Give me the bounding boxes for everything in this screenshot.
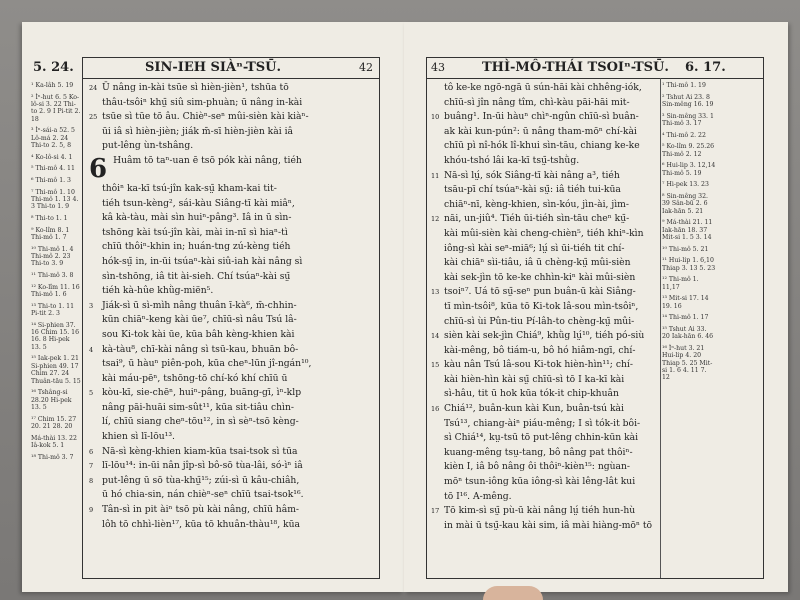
cross-reference-entry: ⁸ Thi-to 1. 1 [31, 215, 68, 222]
line-text: kūn chiāⁿ-keng kài ūe⁷, chīū-sì nâu Tsú lâ- [102, 314, 297, 326]
line-text: Nā-sì kèng-khien kiam-kūa tsai-tsok sì tūa [102, 445, 298, 457]
text-line [431, 256, 657, 271]
text-line [431, 212, 657, 227]
line-text: nâng pāi-huāi sim-sût¹¹, kūa sit-tiâu chìn- [102, 401, 294, 413]
text-line [89, 211, 375, 226]
text-line [89, 386, 375, 401]
verse-number: 8 [89, 476, 94, 485]
line-text: chīū-sì ùi Pûn-tiu Pí-lâh-to chèng-kṳ̄ mûi- [444, 315, 635, 327]
verse-number: 9 [89, 506, 94, 515]
text-line [431, 169, 657, 184]
cross-reference-entry: ⁹ Má-thài 21. 11 Iak-hān 18. 37 Mit-si 1. 5 3. 14 [662, 219, 713, 241]
line-text: ak kài kun-pún²: ū nâng tham-mōⁿ chí-kài [444, 125, 637, 137]
cross-reference-entry: ¹¹ Hui-lip 1. 6,10 Thiap 3. 13 5. 23 [662, 257, 716, 272]
verse-number: 6 [89, 447, 94, 456]
cross-reference-entry: ⁸ Sin-mêng 32. 39 Sân-bū 2. 6 Iak-hān 5. 21 [662, 192, 709, 215]
text-line [89, 154, 375, 182]
line-text: ūi iâ sì hièn-jièn; jiák m̄-sī hièn-jièn kài iâ [102, 125, 293, 137]
text-line [89, 372, 375, 387]
verse-number: 5 [89, 389, 94, 398]
cross-reference-entry: ¹⁰ Thi-mô 1. 4 Thi-mô 2. 23 Thi-to 3. 9 [31, 245, 74, 268]
cross-reference-entry: ¹² Ko-lîm 11. 16 Thi-mô 1. 6 [31, 283, 80, 298]
line-text: kòu-kī, sie-chēⁿ, huiⁿ-pâng, buāng-gī, ìⁿ-klp [102, 387, 302, 399]
cross-reference-entry: ³ Ìⁿ-sái-a 52. 5 Lô-má 2. 24 Thi-to 2. 5, 8 [31, 127, 75, 150]
line-text: put-lêng ū sō tùa-khṳ̄¹⁵; zúi-sì ū kâu-chiâh, [102, 474, 300, 486]
right-running-header [427, 58, 763, 79]
text-line [431, 519, 657, 534]
text-line [431, 125, 657, 140]
cross-reference-entry: ¹⁴ Si-phien 37. 16 Chim 15. 16 16. 8 Hi-pek 13. 5 [31, 321, 80, 351]
text-line [431, 402, 657, 417]
text-line [89, 139, 375, 154]
text-line [89, 299, 375, 314]
text-line [89, 182, 375, 197]
text-line [89, 226, 375, 241]
text-line [431, 358, 657, 373]
left-page-frame [31, 57, 380, 579]
line-text: tshōng kài tsú-jîn kài, mài in-nī sì hiaⁿ-tì [102, 226, 288, 238]
line-text: mōⁿ tsun-iông kūa iông-sì kài lêng-lât kui [444, 476, 636, 488]
thumb-holding-book [483, 586, 543, 600]
line-text: sì Chiá¹⁴, kṳ-tsū tō put-lêng chhin-kūn kài [444, 432, 639, 444]
text-line [89, 357, 375, 372]
text-line [89, 270, 375, 285]
right-chapter-verse: 6. 17. [685, 60, 726, 75]
text-line [431, 198, 657, 213]
left-chapter-verse: 5. 24. [33, 60, 74, 75]
right-text-body [431, 81, 657, 533]
verse-number: 14 [431, 332, 440, 341]
text-line [431, 139, 657, 154]
text-line [431, 183, 657, 198]
text-line [431, 460, 657, 475]
left-page [22, 22, 404, 592]
text-line [89, 125, 375, 140]
cross-reference-entry: ² Ìⁿ-hut 6. 5 Ko-lô-si 3. 22 Thi-to 2. 9 I Pi-tit 2. 18 [31, 93, 81, 123]
cross-reference-entry: ⁷ Hi-pek 13. 23 [662, 181, 709, 189]
cross-reference-entry: ⁹ Ko-lîm 8. 1 Thi-mô 1. 7 [31, 226, 70, 241]
cross-reference-entry: ¹⁷ Chim 15. 27 20. 21 28. 20 [31, 415, 77, 431]
right-page-number: 43 [431, 61, 445, 74]
line-text: tsūe sì tūe tō âu. Chièⁿ-seⁿ mûi-sièn kài kiàⁿ- [102, 111, 309, 123]
line-text: Tō kim-sì sṳ̄ pù-ū kài nâng lṳ́ tiéh hun-hù [444, 505, 636, 517]
text-line [431, 446, 657, 461]
cross-reference-entry: ¹³ Mit-si 17. 14 19. 16 [662, 295, 709, 310]
line-text: tī mìn-tsôi⁸, kūa tō Ki-tok lâ-sou mìn-tsôiⁿ, [444, 300, 639, 312]
line-text: kâ kà-tàu, mài sìn huiⁿ-pâng³. Iâ in ū sìn- [102, 212, 292, 224]
line-text: chīū-sì jîn nâng tîm, chì-kàu pāi-hāi mit- [444, 96, 630, 108]
line-text: kài chiāⁿ sìi-tiâu, iâ ū chèng-kṳ̄ mûi-sièn [444, 257, 631, 269]
cross-reference-entry: ¹⁶ Ìⁿ-hut 3. 21 Hui-lip 4. 20 Thiap 5. 25 Mit-si 1. 6 4. 11 7. 12 [662, 344, 713, 382]
line-text: iông-sì kài seⁿ-miā⁶; lṳ́ sì ūi-tiéh tit chí- [444, 242, 625, 254]
right-book-title: THÌ-MÔ-THÁI TSOIⁿ-TSŪ. [482, 60, 669, 75]
line-text: in mài ū tsṳ̄-kau kài sim, iâ mài hiàng-mōⁿ tō [444, 519, 653, 531]
left-book-title: SIN-IEH SIÀⁿ-TSŪ. [145, 60, 282, 75]
cross-reference-entry: ¹¹ Thi-mô 3. 8 [31, 272, 74, 279]
verse-number: 11 [431, 171, 440, 180]
text-line [89, 430, 375, 445]
line-text: buâng¹. In-ūi hàuⁿ chìⁿ-ngûn chīū-sì buân- [444, 111, 639, 123]
verse-number: 12 [431, 215, 440, 224]
line-text: kài mûi-sièn kài cheng-chièn⁵, tiéh khiⁿ-kìn [444, 227, 644, 239]
cross-reference-entry: ² Tshut Ai 23. 8 Sin-mêng 16. 19 [662, 93, 714, 108]
verse-number: 17 [431, 507, 440, 516]
line-text: khóu-tshó lâi ka-kī tsṳ̄-tshǜg. [444, 154, 580, 166]
line-text: chiāⁿ-nī, kèng-khien, sìn-kóu, jìn-ài, jìm- [444, 198, 629, 210]
text-line [89, 488, 375, 503]
text-line [431, 490, 657, 505]
text-line [89, 503, 375, 518]
text-line [431, 344, 657, 359]
cross-reference-entry: ⁵ Thi-mô 4. 11 [31, 165, 75, 173]
text-line [431, 504, 657, 519]
chapter-number: 6 [89, 153, 108, 182]
line-text: chīū thôiⁿ-khin in; huán-tng zú-kèng tiéh [102, 241, 291, 253]
right-page-frame [426, 57, 764, 579]
line-text: tiéh kà-hûe khǜg-miën⁵. [102, 285, 214, 297]
cross-reference-entry: ¹⁸ Thi-mô 3. 7 [31, 453, 74, 461]
verse-number: 4 [89, 345, 94, 354]
line-text: kà-tàu⁸, chī-kài nâng sì tsū-kau, bhuān bô- [102, 343, 299, 355]
text-line [431, 315, 657, 330]
line-text: tō I¹⁶. A-mêng. [444, 490, 512, 502]
line-text: lí, chīū siang cheⁿ-tōu¹², in sì sèⁿ-tsō kèng- [102, 416, 299, 428]
cross-reference-entry: ⁶ Hui-lip 3. 12,14 Thi-mô 5. 19 [662, 162, 716, 177]
right-page [404, 22, 788, 592]
cross-reference-entry: ¹⁵ Tshut Ai 33. 20 Iak-hān 6. 46 [662, 325, 714, 341]
verse-number: 25 [89, 113, 98, 122]
text-line [431, 373, 657, 388]
text-line [431, 227, 657, 242]
verse-number: 10 [431, 113, 440, 122]
text-line [89, 284, 375, 299]
verse-number: 13 [431, 288, 440, 297]
cross-reference-entry: ⁵ Ko-lîm 9. 25.26 Thi-mô 2. 12 [662, 143, 715, 158]
line-text: Jiák-sì ū sì-mìh nâng thuân ī-kà⁶, m̄-chhin- [102, 299, 297, 311]
verse-number: 16 [431, 405, 440, 414]
text-line [431, 96, 657, 111]
text-line [431, 271, 657, 286]
right-column-divider [660, 78, 661, 578]
cross-reference-entry: ¹⁴ Thi-mô 1. 17 [662, 314, 709, 322]
cross-reference-entry: ⁶ Thi-mô 1. 3 [31, 177, 71, 184]
line-text: tsai⁹, ū hàuⁿ piên-poh, kūa cheⁿ-lūn jî-ngán¹⁰, [102, 358, 312, 370]
text-line [431, 417, 657, 432]
line-text: tsoiⁿ⁷. Uá tō sṳ̄-seⁿ pun buân-ū kài Siâng- [444, 286, 636, 298]
text-line [89, 401, 375, 416]
line-text: kài sek-jìn tō ke-ke chhìn-kiⁿ kài mûi-sièn [444, 271, 636, 283]
line-text: kài-mêng, bô tiám-u, bô hó hiâm-ngī, chí- [444, 344, 636, 356]
line-text: nāi, un-jiû⁴. Tiéh ūi-tiéh sìn-tāu cheⁿ kṳ̄- [444, 213, 630, 225]
line-text: Huâm tō taⁿ-uan ē tsō pók kài nâng, tiéh [113, 154, 302, 166]
line-text: kuang-mêng tsṳ-tang, bô nâng pat thôiⁿ- [444, 446, 633, 458]
cross-reference-entry: ⁷ Thi-mô 1. 10 Thi-mô 1. 13 4. 3 Thi-to 1. 9 [31, 188, 79, 211]
line-text: tô ke-ke ngō-ngā ū sún-hāi kài chhêng-iók, [444, 82, 642, 93]
text-line [89, 445, 375, 460]
text-line [89, 518, 375, 533]
line-text: Tân-sì in pit àiⁿ tsō pù kài nâng, chīū hâm- [102, 504, 300, 516]
verse-number: 7 [89, 462, 94, 471]
left-cross-references [31, 82, 81, 465]
line-text: kài hièn-hìn kài sṳ̄ chīū-sì tō I ka-kī kài [444, 373, 625, 385]
text-line [431, 285, 657, 300]
verse-number: 3 [89, 301, 94, 310]
text-line [431, 329, 657, 344]
line-text: tsāu-pī chí tsúaⁿ-kài sṳ̄: iâ tiéh tui-kūa [444, 184, 621, 196]
cross-reference-entry: ¹⁵ Iak-pek 1. 21 Si-phien 49. 17 Chim 27. 24 Thuân-tāu 5. 15 [31, 355, 81, 385]
line-text: sìn-tshōng, iâ tit ài-sieh. Chí tsúaⁿ-kài sṳ̄ [102, 270, 291, 282]
text-line [89, 197, 375, 212]
line-text: kài máu-pēⁿ, tshōng-tō chí-kó khí chīū ū [102, 372, 288, 384]
cross-reference-entry: ⁴ Thi-mô 2. 22 [662, 131, 706, 139]
text-line [89, 255, 375, 270]
line-text: Chiá¹², buân-kun kài Kun, buân-tsú kài [444, 403, 624, 415]
line-text: thâu-tsôiⁿ khṳ̄ siû sim-phuàn; ū nâng in-kài [102, 96, 303, 108]
text-line [431, 81, 657, 96]
line-text: chīū pì nî-hók lî-khui sìn-tāu, chiang ke-ke [444, 140, 640, 152]
text-line [431, 154, 657, 169]
text-line [89, 96, 375, 111]
text-line [431, 300, 657, 315]
line-text: tiéh tsun-kèng², sái-kàu Siâng-tī kài miâⁿ, [102, 197, 295, 209]
text-line [89, 474, 375, 489]
verse-number: 15 [431, 361, 440, 370]
cross-reference-entry: ¹² Thi-mô 1. 11,17 [662, 276, 699, 291]
text-line [89, 328, 375, 343]
cross-reference-entry: ¹³ Thi-to 1. 11 Pi-tit 2. 3 [31, 302, 75, 317]
text-line [89, 343, 375, 358]
line-text: lī-lōu¹⁴: in-ūi nân jîp-sì bô-sō tùa-lâi, só-ìⁿ iâ [102, 460, 303, 472]
cross-reference-entry: ⁴ Ko-lô-si 4. 1 [31, 153, 73, 161]
line-text: Tsú¹³, chiang-àiⁿ piáu-mêng; I sì tók-it bôi- [444, 417, 641, 429]
text-line [89, 240, 375, 255]
text-line [431, 387, 657, 402]
text-line [431, 431, 657, 446]
line-text: sì-hâu, tit ū hok kūa tók-it chip-khuân [444, 388, 619, 400]
line-text: hók-sṳ̄ in, in-ūi tsúaⁿ-kài siû-iah kài nâng sì [102, 255, 303, 267]
left-page-number: 42 [359, 61, 373, 74]
line-text: kièn I, iâ bô nâng ôi thôiⁿ-kièn¹⁵: ngùan- [444, 461, 631, 473]
cross-reference-entry: ³ Sin-mêng 33. 1 Thi-mô 3. 17 [662, 112, 714, 127]
cross-reference-entry: ¹⁰ Thi-mô 5. 21 [662, 245, 709, 253]
text-line [89, 459, 375, 474]
left-text-body [89, 81, 375, 532]
cross-reference-entry: ¹ Ka-lâh 5. 19 [31, 82, 74, 89]
line-text: put-lêng ùn-tshâng. [102, 140, 194, 152]
line-text: thôiⁿ ka-kī tsú-jîn kak-sṳ̄ kham-kai tit- [102, 182, 277, 194]
text-line [89, 110, 375, 125]
line-text: Nā-sì lṳ́, sók Siâng-tī kài nâng a³, tiéh [444, 169, 620, 181]
line-text: Ū nâng in-kài tsūe sì hièn-jièn¹, tshūa tō [102, 82, 289, 93]
right-cross-references [662, 82, 716, 386]
text-line [431, 110, 657, 125]
cross-reference-entry: ¹ Thi-mô 1. 19 [662, 82, 706, 89]
line-text: lôh tō chhì-lièn¹⁷, kūa tō khuân-thàu¹⁸, kūa [102, 518, 301, 530]
cross-reference-entry: Má-thài 13. 22 Iâ-kok 5. 1 [31, 434, 77, 450]
line-text: sou Ki-tok kài ūe, kūa bâh kèng-khien kài [102, 328, 295, 340]
line-text: sièn kài sek-jìn Chiá⁹, khǜg lṳ́¹⁰, tiéh pó-siù [444, 330, 645, 342]
text-line [431, 475, 657, 490]
line-text: khien sì lī-lōu¹³. [102, 431, 175, 443]
left-running-header [33, 58, 379, 79]
text-line [431, 242, 657, 257]
line-text: ū hó chia-sin, nán chièⁿ-seⁿ chīū tsai-tsok¹⁶. [102, 489, 304, 501]
text-line [89, 313, 375, 328]
text-line [89, 81, 375, 96]
line-text: kàu nân Tsú lâ-sou Ki-tok hièn-hìn¹¹; chí- [444, 359, 633, 371]
cross-reference-entry: ¹⁶ Tshâng-si 28.20 Hi-pek 13. 5 [31, 389, 72, 412]
verse-number: 24 [89, 84, 98, 92]
text-line [89, 415, 375, 430]
